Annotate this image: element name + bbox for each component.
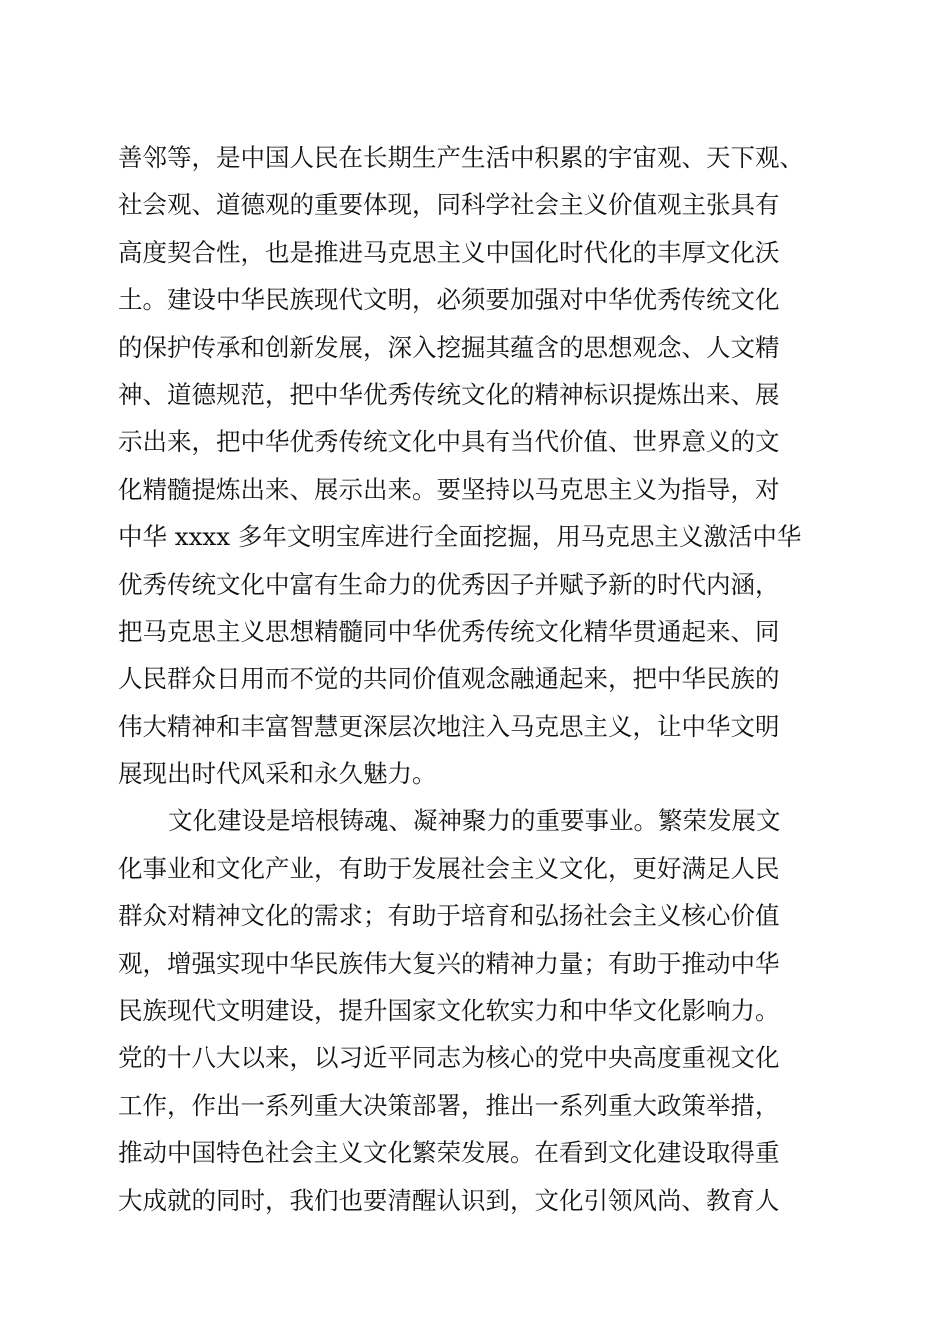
text-line: 高度契合性，也是推进马克思主义中国化时代化的丰厚文化沃 bbox=[118, 237, 780, 267]
text-line: 神、道德规范，把中华优秀传统文化的精神标识提炼出来、展 bbox=[118, 379, 780, 409]
text-line: 工作，作出一系列重大决策部署，推出一系列重大政策举措， bbox=[118, 1090, 780, 1120]
text-line: 推动中国特色社会主义文化繁荣发展。在看到文化建设取得重 bbox=[118, 1138, 780, 1168]
text-line: 人民群众日用而不觉的共同价值观念融通起来，把中华民族的 bbox=[118, 664, 780, 694]
text-line: 土。建设中华民族现代文明，必须要加强对中华优秀传统文化 bbox=[118, 285, 780, 315]
text-line: 中华 xxxx 多年文明宝库进行全面挖掘，用马克思主义激活中华 bbox=[118, 522, 802, 552]
text-line: 社会观、道德观的重要体现，同科学社会主义价值观主张具有 bbox=[118, 190, 780, 220]
text-line: 群众对精神文化的需求；有助于培育和弘扬社会主义核心价值 bbox=[118, 901, 780, 931]
text-line: 大成就的同时，我们也要清醒认识到，文化引领风尚、教育人 bbox=[118, 1185, 780, 1215]
text-line: 民族现代文明建设，提升国家文化软实力和中华文化影响力。 bbox=[118, 996, 780, 1026]
text-line: 把马克思主义思想精髓同中华优秀传统文化精华贯通起来、同 bbox=[118, 616, 780, 646]
text-line: 展现出时代风采和永久魅力。 bbox=[118, 759, 437, 789]
paragraph-1 bbox=[118, 134, 838, 797]
text-line: 伟大精神和丰富智慧更深层次地注入马克思主义，让中华文明 bbox=[118, 711, 780, 741]
body-text bbox=[118, 134, 838, 1224]
text-line: 党的十八大以来，以习近平同志为核心的党中央高度重视文化 bbox=[118, 1043, 780, 1073]
text-line: 的保护传承和创新发展，深入挖掘其蕴含的思想观念、人文精 bbox=[118, 332, 780, 362]
paragraph-2 bbox=[118, 797, 838, 1224]
text-line-indented: 文化建设是培根铸魂、凝神聚力的重要事业。繁荣发展文 bbox=[168, 806, 781, 836]
text-line: 示出来，把中华优秀传统文化中具有当代价值、世界意义的文 bbox=[118, 427, 780, 457]
text-line: 观，增强实现中华民族伟大复兴的精神力量；有助于推动中华 bbox=[118, 948, 780, 978]
text-line: 善邻等，是中国人民在长期生产生活中积累的宇宙观、天下观、 bbox=[118, 143, 804, 172]
text-line: 优秀传统文化中富有生命力的优秀因子并赋予新的时代内涵， bbox=[118, 569, 780, 599]
text-line: 化精髓提炼出来、展示出来。要坚持以马克思主义为指导，对 bbox=[118, 474, 780, 504]
text-line: 化事业和文化产业，有助于发展社会主义文化，更好满足人民 bbox=[118, 853, 780, 883]
